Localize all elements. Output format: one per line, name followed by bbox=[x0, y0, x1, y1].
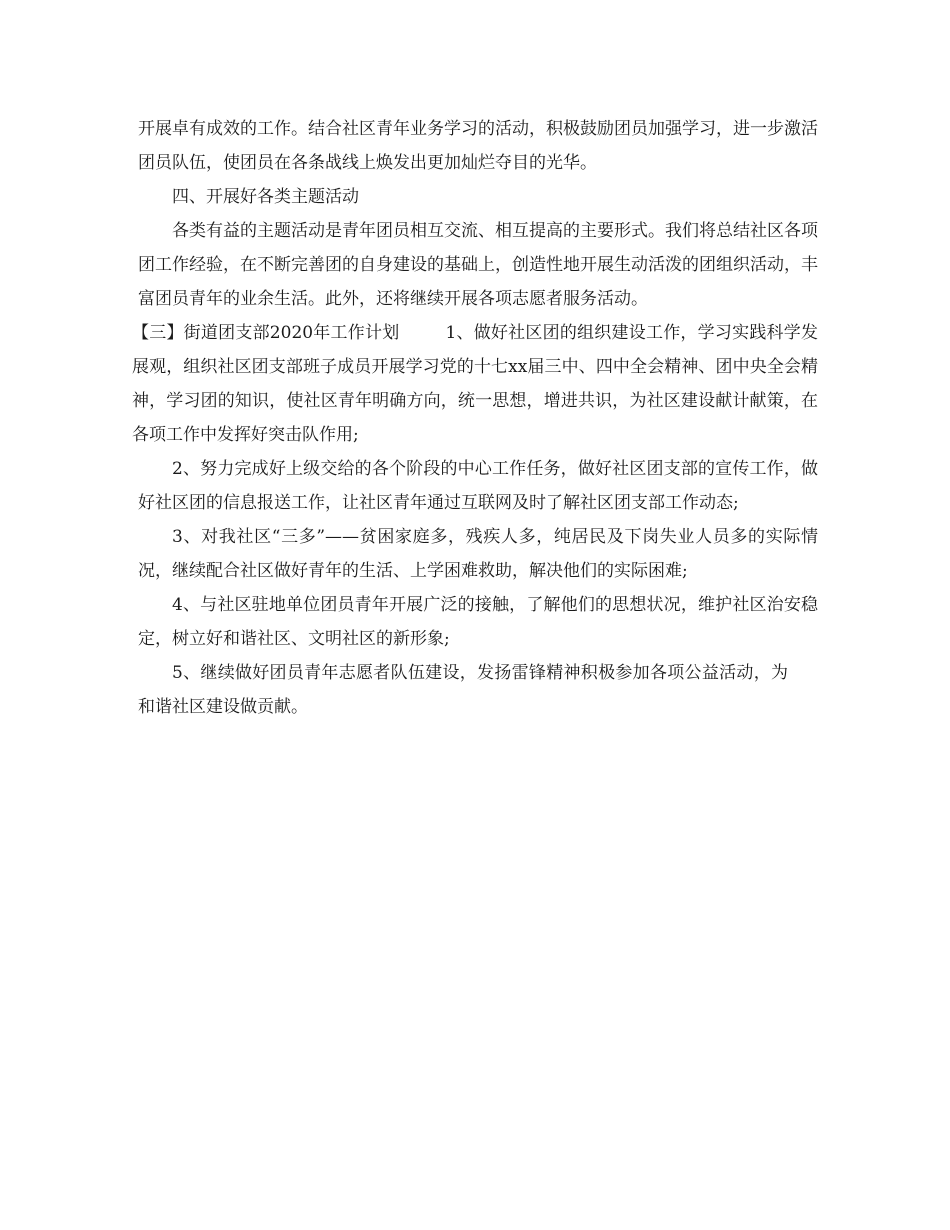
paragraph-item-5: 5、继续做好团员青年志愿者队伍建设，发扬雷锋精神积极参加各项公益活动，为和谐社区建设做贡献。 bbox=[138, 663, 788, 717]
paragraph-item-4: 4、与社区驻地单位团员青年开展广泛的接触，了解他们的思想状况，维护社区治安稳定，树立好和谐社区、文明社区的新形象; bbox=[138, 595, 818, 649]
paragraph-heading-four: 四、开展好各类主题活动 bbox=[172, 187, 359, 207]
document-body bbox=[132, 112, 818, 724]
paragraph-1: 开展卓有成效的工作。结合社区青年业务学习的活动，积极鼓励团员加强学习，进一步激活团员队伍，使团员在各条战线上焕发出更加灿烂夺目的光华。 bbox=[138, 119, 818, 173]
paragraph-3: 各类有益的主题活动是青年团员相互交流、相互提高的主要形式。我们将总结社区各项团工作经验，在不断完善团的自身建设的基础上，创造性地开展生动活泼的团组织活动，丰富团员青年的业余生活。此外，还将继续开展各项志愿者服务活动。 bbox=[138, 221, 818, 309]
paragraph-item-2: 2、努力完成好上级交给的各个阶段的中心工作任务，做好社区团支部的宣传工作，做好社区团的信息报送工作，让社区青年通过互联网及时了解社区团支部工作动态; bbox=[138, 459, 818, 513]
paragraph-item-3: 3、对我社区“三多”——贫困家庭多，残疾人多，纯居民及下岗失业人员多的实际情况，继续配合社区做好青年的生活、上学困难救助，解决他们的实际困难; bbox=[138, 527, 818, 581]
section-three-item-1: 1、做好社区团的组织建设工作，学习实践科学发展观，组织社区团支部班子成员开展学习党的十七xx届三中、四中全会精神、团中央全会精神，学习团的知识，使社区青年明确方向，统一思想，增进共识，为社区建设献计献策，在各项工作中发挥好突击队作用; bbox=[132, 323, 818, 445]
paragraph-section-three bbox=[132, 316, 818, 452]
section-three-title: 【三】街道团支部2020年工作计划 bbox=[132, 323, 400, 343]
